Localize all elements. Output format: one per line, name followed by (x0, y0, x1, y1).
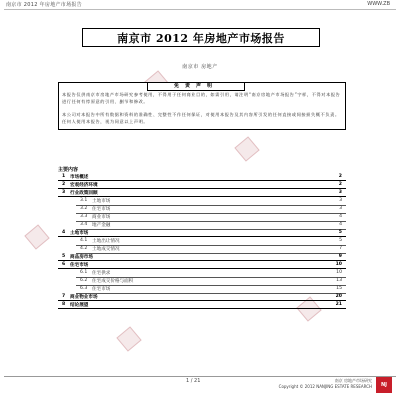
toc-row-number: 5 (62, 254, 66, 259)
disclaimer-paragraph-2: 本公司对本报告中所有数据和资料的准确性、完整性不作任何保证，对使用本报告及其内容所引发的任何直接或间接损失概不负责。任何人使用本报告，视为同意以上声明。 (62, 112, 340, 124)
toc-row-text: 土地市场 (70, 231, 89, 236)
toc-row-text: 住宅市场 (92, 287, 111, 292)
toc-row[interactable] (58, 261, 346, 269)
toc-row-page: 21 (335, 302, 342, 307)
page-footer (0, 376, 400, 410)
toc-row[interactable] (58, 189, 346, 197)
toc-row-text: 商业市场 (92, 215, 111, 220)
page-number: 1 / 21 (186, 378, 201, 384)
toc-row-text: 行业政策回顾 (70, 191, 98, 196)
toc-row-number: 8 (62, 302, 66, 307)
toc-row[interactable] (58, 229, 346, 237)
toc-row-page: 5 (338, 230, 342, 235)
toc-row-number: 3 (62, 190, 66, 195)
toc-row-number: 6 (62, 262, 66, 267)
header-right-text: WWW.ZB (367, 1, 390, 7)
toc-row-number: 3.4 (80, 222, 88, 227)
document-title: 南京市 2012 年房地产市场报告 (82, 28, 320, 47)
document-subtitle: 南京市 房地产 (182, 64, 218, 70)
toc-row-number: 3.2 (80, 206, 88, 211)
toc-row-number: 4.1 (80, 238, 88, 243)
footer-company-line-2: Copyright © 2012 NANJING ESTATE RESEARCH (278, 384, 372, 389)
footer-rule (4, 376, 396, 377)
toc-row[interactable] (58, 293, 346, 301)
toc-row-page: 10 (336, 270, 342, 275)
footer-company-line-1: 南京 房地产市场研究 (334, 378, 372, 383)
toc-row[interactable] (58, 173, 346, 181)
toc-row[interactable] (58, 253, 346, 261)
toc-row-page: 3 (339, 206, 342, 211)
toc-row-page: 20 (335, 294, 342, 299)
watermark-mark (116, 326, 141, 351)
toc-row-number: 6.1 (80, 270, 88, 275)
toc-row-text: 商品房市场 (70, 255, 93, 260)
disclaimer-box (58, 82, 346, 130)
toc-row-text: 市场概述 (70, 175, 89, 180)
disclaimer-heading: 免责声明 (147, 83, 245, 91)
company-logo: NJ (376, 377, 392, 393)
toc-row-number: 6.2 (80, 278, 88, 283)
watermark-mark (234, 136, 259, 161)
toc-row[interactable] (58, 197, 346, 205)
toc-row-number: 3.1 (80, 198, 88, 203)
toc-row-text: 住宅市场 (92, 207, 111, 212)
header-rule (4, 9, 396, 10)
toc-row-text: 地产金融 (92, 223, 111, 228)
toc-row[interactable] (58, 205, 346, 213)
toc-row-number: 4 (62, 230, 66, 235)
toc-row[interactable] (58, 285, 346, 293)
toc-row-page: 10 (335, 262, 342, 267)
toc-row-text: 商业物业市场 (70, 295, 98, 300)
toc-row-page: 3 (338, 190, 342, 195)
toc-row-page: 7 (339, 246, 342, 251)
toc-row-number: 7 (62, 294, 66, 299)
toc-row[interactable] (58, 237, 346, 245)
watermark-mark (24, 224, 49, 249)
toc-row[interactable] (58, 213, 346, 221)
toc-row-page: 9 (338, 254, 342, 259)
toc-row-text: 土地市场 (92, 199, 111, 204)
toc-row-number: 6.3 (80, 286, 88, 291)
toc-row-page: 5 (339, 238, 342, 243)
toc-row-page: 15 (336, 286, 342, 291)
toc-row[interactable] (58, 181, 346, 189)
toc-row-number: 2 (62, 182, 66, 187)
toc-row-text: 住宅市场 (70, 263, 89, 268)
header-left-text: 南京市 2012 年房地产市场报告 (6, 2, 83, 8)
page-header (0, 0, 400, 12)
toc-row-text: 土地出让情况 (92, 239, 120, 244)
toc-row-text: 宏观经济环境 (70, 183, 98, 188)
toc-row[interactable] (58, 245, 346, 253)
toc-row[interactable] (58, 221, 346, 229)
toc-row-page: 3 (339, 198, 342, 203)
toc-row-page: 2 (338, 182, 342, 187)
toc-row-page: 4 (339, 214, 342, 219)
toc-row[interactable] (58, 277, 346, 285)
toc-row-page: 4 (339, 222, 342, 227)
toc-row[interactable] (58, 269, 346, 277)
toc-row-text: 结论展望 (70, 303, 89, 308)
toc-row-text: 土地成交情况 (92, 247, 120, 252)
toc-row-number: 1 (62, 174, 66, 179)
toc-row-number: 3.3 (80, 214, 88, 219)
toc-row-page: 2 (338, 174, 342, 179)
toc-row-page: 13 (336, 278, 342, 283)
toc-row-text: 住宅供求 (92, 271, 111, 276)
toc-row[interactable] (58, 301, 346, 309)
toc-title: 主要内容 (58, 167, 79, 173)
toc-row-rule (58, 308, 346, 309)
disclaimer-paragraph-1: 本报告仅供南京市房地产市场研究参考使用，不得用于任何商业目的，如需引用，请注明“南京房地产市场报告”字样，不得对本报告进行任何有悖原意的引用、删节和修改。 (62, 92, 341, 104)
toc-row-number: 4.2 (80, 246, 88, 251)
toc-row-text: 住宅成交价格与面积 (92, 279, 134, 284)
